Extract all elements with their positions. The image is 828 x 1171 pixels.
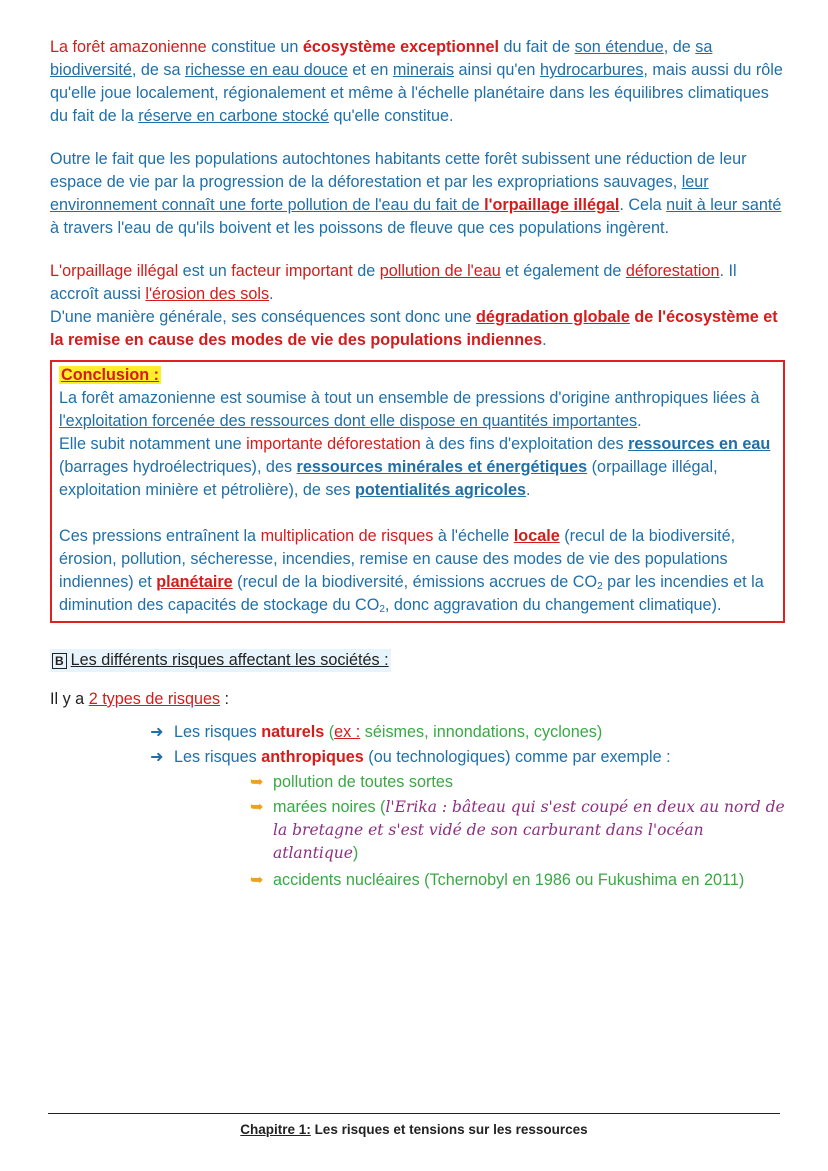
text-span: constitue un	[206, 38, 303, 56]
text-span: (recul de la biodiversité, érosion, pollution, sécheresse, incendies, remise en cause des modes de vie des populations indiennes) et	[59, 527, 736, 591]
footer-divider	[48, 1113, 780, 1114]
text-span: , mais aussi du rôle qu'elle joue localement, régionalement et même à l'échelle planétaire dans les équilibres climatiques du fait de la	[50, 61, 783, 125]
text-span: , de	[663, 38, 696, 56]
text-span: leur environnement connaît une forte pollution de l'eau du fait de	[50, 173, 709, 214]
paragraph-orpaillage	[50, 260, 785, 306]
conclusion-title: Conclusion :	[61, 366, 160, 384]
text-span: accidents nucléaires (Tchernobyl en 1986 ou Fukushima en 2011)	[273, 871, 745, 889]
conclusion-paragraph-2	[59, 525, 775, 617]
text-span: pollution de l'eau	[379, 262, 501, 280]
paragraph-populations	[50, 148, 785, 240]
text-span: multiplication de risques	[260, 527, 434, 545]
text-span: qu'elle constitue.	[328, 107, 454, 125]
sub-item-nuclear	[250, 869, 785, 892]
text-span: l'érosion des sols	[145, 285, 270, 303]
text-span: .	[542, 331, 547, 349]
text-span: .	[637, 412, 642, 430]
curved-arrow-icon: ➥	[250, 871, 264, 889]
paragraph-consequences	[50, 306, 785, 352]
text-span: facteur important	[231, 262, 353, 280]
list-item-natural-risks	[150, 721, 785, 744]
text-span: à des fins d'exploitation des	[420, 435, 629, 453]
text-span: potentialités agricoles	[355, 481, 526, 499]
types-intro	[50, 688, 785, 711]
document-body	[50, 36, 785, 892]
text-span: et également de	[500, 262, 626, 280]
text-span: (ou technologiques) comme par exemple :	[363, 748, 671, 766]
text-span: ex :	[334, 723, 361, 741]
text-span: à l'échelle	[433, 527, 514, 545]
subscript: 2	[597, 581, 603, 592]
text-span: ainsi qu'en	[454, 61, 540, 79]
text-span: 2 types de risques	[88, 690, 221, 708]
section-letter-badge: B	[52, 653, 67, 669]
text-span: de	[352, 262, 380, 280]
text-span: :	[220, 690, 230, 708]
text-span: .	[525, 481, 531, 499]
text-span: La forêt amazonienne est soumise à tout un ensemble de pressions d'origine anthropiques liées à	[59, 389, 760, 407]
section-title-text: Les différents risques affectant les sociétés :	[70, 651, 389, 669]
list-item-anthropic-risks	[150, 746, 785, 769]
arrow-right-icon: ➜	[150, 723, 164, 741]
text-span: D'une manière générale, ses conséquences sont donc une	[50, 308, 477, 326]
text-span: L'orpaillage illégal	[50, 262, 179, 280]
text-span: Ces pressions entraînent la	[59, 527, 261, 545]
paragraph-amazon-ecosystem	[50, 36, 785, 128]
text-span: est un	[178, 262, 232, 280]
text-span: anthropiques	[261, 748, 364, 766]
text-span: et en	[347, 61, 393, 79]
footer-chapter: Chapitre 1:	[240, 1122, 311, 1137]
text-span: ressources minérales et énergétiques	[296, 458, 588, 476]
text-span: séismes, innondations, cyclones)	[360, 723, 603, 741]
text-span: réserve en carbone stocké	[138, 107, 329, 125]
conclusion-heading-line	[59, 364, 775, 387]
text-span: ressources en eau	[628, 435, 771, 453]
page-footer	[0, 1118, 828, 1141]
text-span: . Il accroît aussi	[50, 262, 737, 303]
text-span: hydrocarbures	[539, 61, 644, 79]
text-span: marées noires (	[273, 798, 386, 816]
text-span: Il y a	[50, 690, 89, 708]
text-span: Outre le fait que les populations autochtones habitants cette forêt subissent une réduction de leur espace de vie par la progression de la déforestation et par les expropriations sauvages,	[50, 150, 747, 191]
text-span: nuit à leur santé	[666, 196, 782, 214]
text-span: l'Erika : bâteau qui s'est coupé en deux au nord de la bretagne et s'est vidé de son carburant dans l'océan atlantique	[273, 798, 785, 862]
text-span: naturels	[261, 723, 325, 741]
text-span: , donc aggravation du changement climatique).	[384, 596, 722, 614]
text-span: de l'écosystème et la remise en cause des modes de vie des populations indiennes	[50, 308, 778, 349]
text-span: , de sa	[131, 61, 185, 79]
text-span: richesse en eau douce	[184, 61, 348, 79]
text-span: Les risques	[174, 748, 262, 766]
text-span: sa biodiversité	[50, 38, 713, 79]
text-span: .	[269, 285, 274, 303]
text-span: . Cela	[619, 196, 667, 214]
text-span: locale	[513, 527, 560, 545]
text-span: l'exploitation forcenée des ressources dont elle dispose en quantités importantes	[59, 412, 638, 430]
text-span: écosystème exceptionnel	[302, 38, 500, 56]
text-span: déforestation	[625, 262, 720, 280]
text-span: importante déforestation	[246, 435, 421, 453]
text-span: (recul de la biodiversité, émissions accrues de CO	[232, 573, 598, 591]
text-span: Elle subit notamment une	[59, 435, 247, 453]
text-span: (	[324, 723, 335, 741]
sub-item-pollution	[250, 771, 785, 794]
text-span: La forêt amazonienne	[50, 38, 207, 56]
text-span: (orpaillage illégal, exploitation minière et pétrolière), de ses	[59, 458, 718, 499]
text-span: l'orpaillage illégal	[484, 196, 620, 214]
subscript: 2	[379, 604, 385, 615]
text-span: Les risques	[174, 723, 262, 741]
text-span: du fait de	[499, 38, 575, 56]
text-span: à travers l'eau de qu'ils boivent et les poissons de fleuve que ces populations ingèrent.	[50, 219, 669, 237]
conclusion-paragraph-1	[59, 387, 775, 502]
text-span: )	[352, 844, 359, 862]
section-heading	[50, 649, 785, 672]
arrow-right-icon: ➜	[150, 748, 164, 766]
text-span: minerais	[392, 61, 455, 79]
text-span: pollution de toutes sortes	[273, 773, 453, 791]
section-title	[50, 649, 391, 672]
curved-arrow-icon: ➥	[250, 798, 264, 816]
text-span: dégradation globale	[476, 308, 630, 326]
text-span: planétaire	[156, 573, 233, 591]
text-span: son étendue	[574, 38, 664, 56]
footer-title: Les risques et tensions sur les ressources	[310, 1122, 588, 1137]
sub-item-oil-spills	[250, 796, 785, 865]
text-span: par les incendies et la diminution des capacités de stockage du CO	[59, 573, 764, 614]
text-span: (barrages hydroélectriques), des	[59, 458, 297, 476]
curved-arrow-icon: ➥	[250, 773, 264, 791]
conclusion-box	[50, 360, 785, 623]
